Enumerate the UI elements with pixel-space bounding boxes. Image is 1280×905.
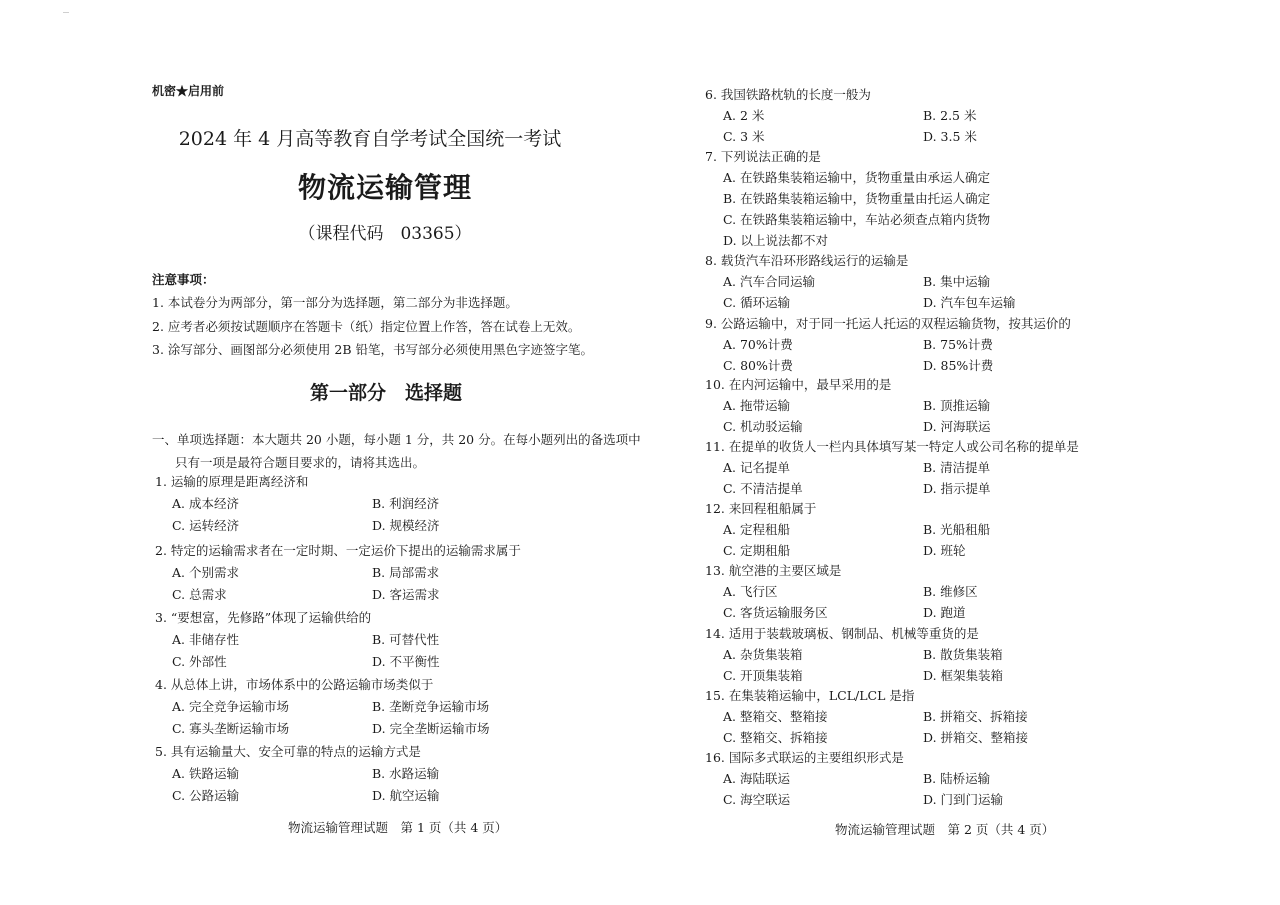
question-stem: 15. 在集装箱运输中，LCL/LCL 是指 — [705, 688, 915, 703]
notice-heading: 注意事项： — [152, 272, 215, 287]
course-code: （课程代码 03365） — [298, 224, 472, 244]
option-d: D. 跑道 — [923, 605, 966, 620]
option-b: B. 顶推运输 — [923, 398, 991, 413]
page-footer: 物流运输管理试题 第 2 页（共 4 页） — [835, 822, 1055, 837]
option-c: C. 开顶集装箱 — [723, 668, 803, 683]
option-b: B. 垄断竞争运输市场 — [372, 699, 490, 714]
option-d: D. 客运需求 — [372, 587, 440, 602]
option-a: A. 在铁路集装箱运输中，货物重量由承运人确定 — [723, 170, 990, 185]
option-c: C. 在铁路集装箱运输中，车站必须查点箱内货物 — [723, 212, 991, 227]
option-c: C. 整箱交、拆箱接 — [723, 730, 828, 745]
page-footer: 物流运输管理试题 第 1 页（共 4 页） — [288, 820, 508, 835]
question-stem: 13. 航空港的主要区域是 — [705, 563, 842, 578]
option-b: B. 水路运输 — [372, 766, 440, 781]
notice-item: 2. 应考者必须按试题顺序在答题卡（纸）指定位置上作答，答在试卷上无效。 — [152, 319, 581, 334]
notice-item: 1. 本试卷分为两部分，第一部分为选择题，第二部分为非选择题。 — [152, 295, 518, 310]
option-a: A. 海陆联运 — [723, 771, 790, 786]
question-stem: 11. 在提单的收货人一栏内具体填写某一特定人或公司名称的提单是 — [705, 439, 1079, 454]
option-b: B. 清洁提单 — [923, 460, 991, 475]
question-stem: 1. 运输的原理是距离经济和 — [155, 474, 309, 489]
question-stem: 9. 公路运输中，对于同一托运人托运的双程运输货物，按其运价的 — [705, 316, 1071, 331]
option-d: D. 拼箱交、整箱接 — [923, 730, 1029, 745]
question-stem: 16. 国际多式联运的主要组织形式是 — [705, 750, 904, 765]
option-d: D. 班轮 — [923, 543, 966, 558]
option-d: D. 河海联运 — [923, 419, 991, 434]
option-d: D. 完全垄断运输市场 — [372, 721, 490, 736]
exam-page-2 — [640, 0, 1280, 905]
option-a: A. 汽车合同运输 — [723, 274, 815, 289]
option-a: A. 非储存性 — [172, 632, 239, 647]
question-stem: 7. 下列说法正确的是 — [705, 149, 821, 164]
option-a: A. 铁路运输 — [172, 766, 239, 781]
confidential-mark: 机密★启用前 — [152, 84, 225, 98]
option-a: A. 成本经济 — [172, 496, 239, 511]
section-intro: 一、单项选择题：本大题共 20 小题，每小题 1 分，共 20 分。在每小题列出的备选项中 — [152, 432, 641, 447]
question-stem: 6. 我国铁路枕轨的长度一般为 — [705, 87, 871, 102]
option-a: A. 飞行区 — [723, 584, 778, 599]
option-d: D. 门到门运输 — [923, 792, 1004, 807]
option-b: B. 局部需求 — [372, 565, 440, 580]
option-d: D. 3.5 米 — [923, 129, 977, 144]
option-c: C. 海空联运 — [723, 792, 791, 807]
option-c: C. 运转经济 — [172, 518, 240, 533]
option-d: D. 指示提单 — [923, 481, 991, 496]
option-a: A. 70%计费 — [723, 337, 793, 352]
option-c: C. 循环运输 — [723, 295, 791, 310]
exam-title: 2024 年 4 月高等教育自学考试全国统一考试 — [178, 128, 562, 150]
option-c: C. 定期租船 — [723, 543, 791, 558]
question-stem: 2. 特定的运输需求者在一定时期、一定运价下提出的运输需求属于 — [155, 543, 521, 558]
option-a: A. 整箱交、整箱接 — [723, 709, 828, 724]
option-b: B. 可替代性 — [372, 632, 440, 647]
option-b: B. 在铁路集装箱运输中，货物重量由托运人确定 — [723, 191, 991, 206]
question-stem: 12. 来回程租船属于 — [705, 501, 817, 516]
option-b: B. 2.5 米 — [923, 108, 977, 123]
option-b: B. 陆桥运输 — [923, 771, 991, 786]
part-title: 第一部分 选择题 — [309, 382, 462, 404]
option-a: A. 拖带运输 — [723, 398, 790, 413]
option-b: B. 75%计费 — [923, 337, 993, 352]
option-a: A. 个别需求 — [172, 565, 239, 580]
option-d: D. 规模经济 — [372, 518, 440, 533]
option-b: B. 维修区 — [923, 584, 978, 599]
option-b: B. 集中运输 — [923, 274, 991, 289]
option-c: C. 客货运输服务区 — [723, 605, 828, 620]
question-stem: 14. 适用于装载玻璃板、钢制品、机械等重货的是 — [705, 626, 979, 641]
option-a: A. 记名提单 — [723, 460, 790, 475]
option-d: D. 汽车包车运输 — [923, 295, 1016, 310]
option-d: D. 航空运输 — [372, 788, 440, 803]
option-c: C. 机动驳运输 — [723, 419, 803, 434]
option-c: C. 不清洁提单 — [723, 481, 803, 496]
option-c: C. 公路运输 — [172, 788, 240, 803]
question-stem: 3. “要想富，先修路”体现了运输供给的 — [155, 610, 372, 625]
question-stem: 10. 在内河运输中，最早采用的是 — [705, 377, 892, 392]
option-c: C. 3 米 — [723, 129, 765, 144]
option-a: A. 定程租船 — [723, 522, 790, 537]
option-b: B. 利润经济 — [372, 496, 440, 511]
option-c: C. 80%计费 — [723, 358, 793, 373]
option-a: A. 完全竞争运输市场 — [172, 699, 289, 714]
notice-item: 3. 涂写部分、画图部分必须使用 2B 铅笔，书写部分必须使用黑色字迹签字笔。 — [152, 342, 593, 357]
option-d: D. 不平衡性 — [372, 654, 440, 669]
option-b: B. 拼箱交、拆箱接 — [923, 709, 1028, 724]
option-d: D. 85%计费 — [923, 358, 994, 373]
option-a: A. 杂货集装箱 — [723, 647, 803, 662]
question-stem: 4. 从总体上讲，市场体系中的公路运输市场类似于 — [155, 677, 434, 692]
option-c: C. 总需求 — [172, 587, 227, 602]
option-a: A. 2 米 — [723, 108, 765, 123]
question-stem: 5. 具有运输量大、安全可靠的特点的运输方式是 — [155, 744, 421, 759]
question-stem: 8. 载货汽车沿环形路线运行的运输是 — [705, 253, 909, 268]
section-intro-continued: 只有一项是最符合题目要求的，请将其选出。 — [175, 455, 426, 470]
option-d: D. 以上说法都不对 — [723, 233, 829, 248]
option-c: C. 外部性 — [172, 654, 227, 669]
option-c: C. 寡头垄断运输市场 — [172, 721, 290, 736]
subject-title: 物流运输管理 — [297, 171, 472, 204]
option-b: B. 光船租船 — [923, 522, 991, 537]
option-b: B. 散货集装箱 — [923, 647, 1003, 662]
option-d: D. 框架集装箱 — [923, 668, 1004, 683]
